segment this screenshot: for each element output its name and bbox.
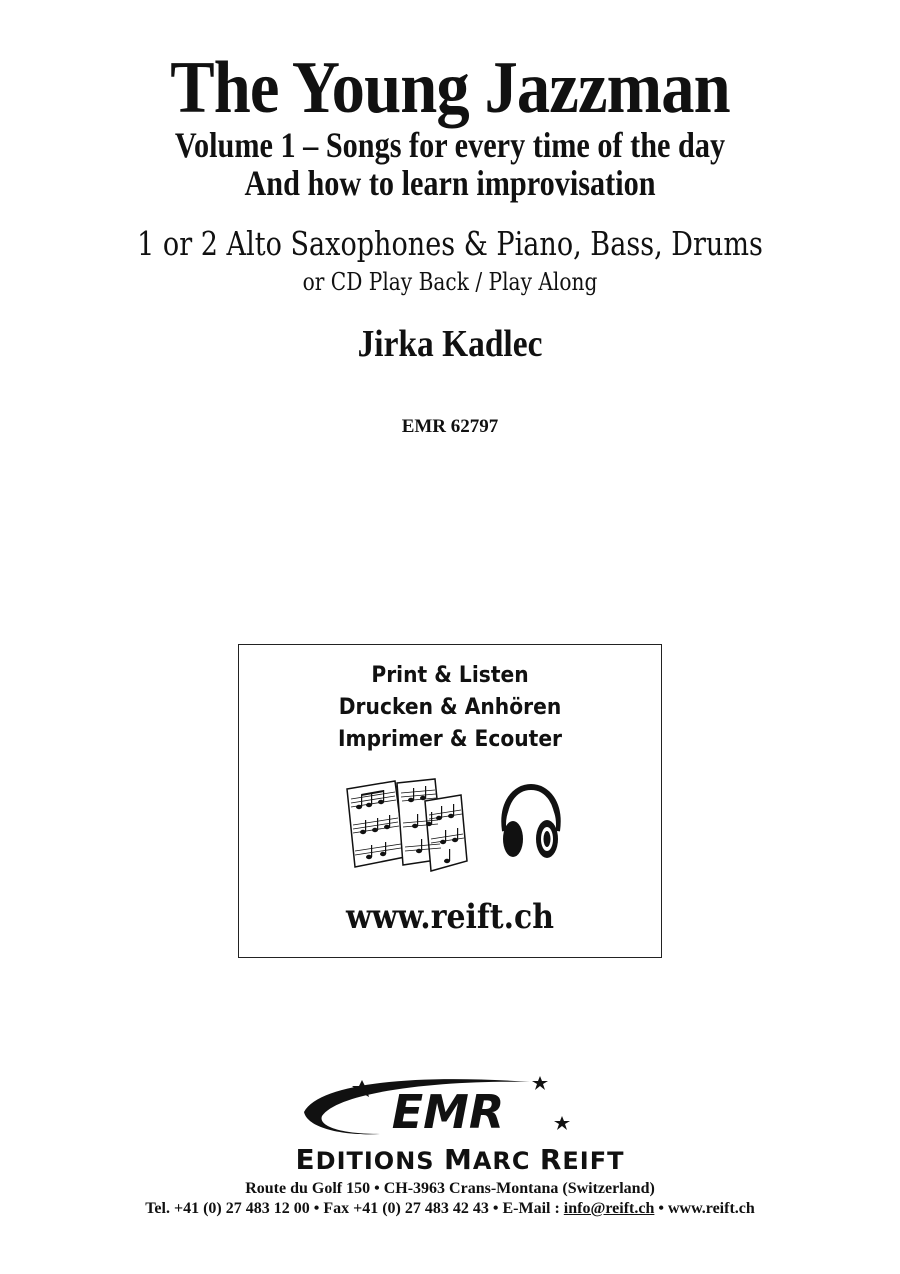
publisher-name-initial: R [539, 1143, 563, 1176]
composer-name: Jirka Kadlec [357, 323, 543, 365]
headphones-icon [495, 783, 565, 863]
instrumentation: 1 or 2 Alto Saxophones & Piano, Bass, Drums [137, 224, 763, 263]
email-link[interactable]: info@reift.ch [563, 1200, 655, 1217]
subtitle-line-2: And how to learn improvisation [244, 163, 656, 203]
sheet-music-icon [339, 775, 469, 875]
instrumentation-alternative: or CD Play Back / Play Along [302, 268, 598, 296]
catalog-number: EMR 62797 [401, 416, 499, 437]
publisher-name [240, 1143, 680, 1175]
emr-logo [300, 1072, 600, 1144]
publisher-name-rest: ARC [472, 1147, 531, 1175]
promo-line-german: Drucken & Anhören [338, 695, 562, 720]
print-listen-box [238, 644, 662, 958]
emr-logo-text: EMR [391, 1085, 505, 1139]
promo-website[interactable]: www.reift.ch [346, 897, 554, 937]
contact-phone-fax: Tel. +41 (0) 27 483 12 00 • Fax +41 (0) 27 483 42 43 • E-Mail : [145, 1200, 564, 1217]
contact-website[interactable]: • www.reift.ch [654, 1200, 755, 1217]
publisher-name-initial: E [295, 1143, 316, 1176]
document-title: The Young Jazzman [170, 47, 730, 129]
promo-line-english: Print & Listen [371, 663, 529, 688]
publisher-address: Route du Golf 150 • CH-3963 Crans-Montana (Switzerland) [245, 1180, 655, 1197]
publisher-name-rest: EIFT [562, 1147, 625, 1175]
publisher-name-initial: M [443, 1143, 473, 1176]
publisher-name-rest: DITIONS [315, 1147, 435, 1175]
publisher-contact [0, 1200, 900, 1218]
subtitle-line-1: Volume 1 – Songs for every time of the day [174, 125, 726, 165]
promo-line-french: Imprimer & Ecouter [337, 727, 563, 752]
